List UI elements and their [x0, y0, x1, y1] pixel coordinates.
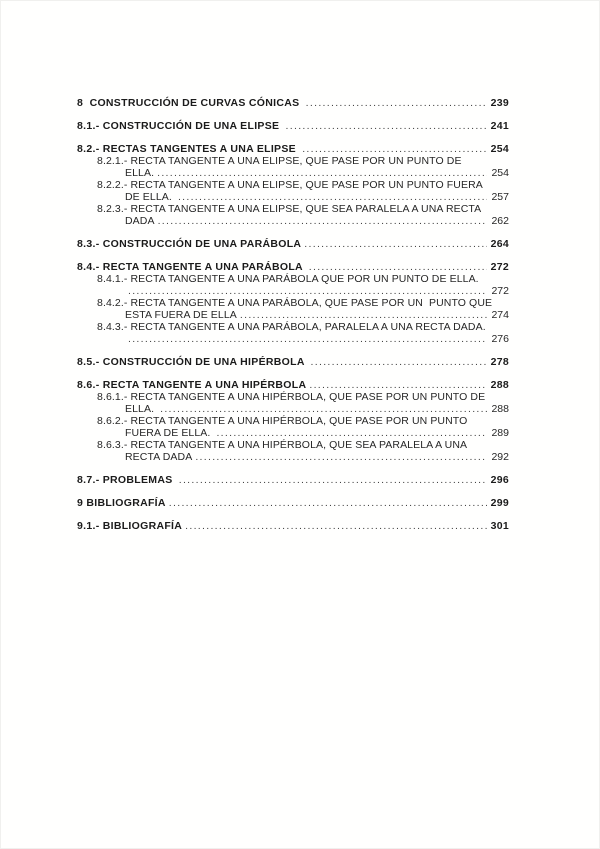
- toc-entry-line: [77, 179, 509, 191]
- toc-entry-text: RECTA DADA: [125, 451, 193, 463]
- toc-entry-line: [77, 474, 509, 486]
- page-number: 299: [490, 497, 509, 509]
- toc-entry: [77, 379, 509, 391]
- toc-entry: [77, 520, 509, 532]
- dot-leader: [195, 451, 487, 463]
- page-number: 272: [491, 285, 509, 297]
- page-number: 288: [491, 403, 509, 415]
- toc-entry-line: [77, 297, 509, 309]
- dot-leader: [179, 474, 487, 486]
- dot-leader: [304, 238, 486, 250]
- toc-entry-line: [77, 285, 509, 297]
- toc-entry-line: [77, 203, 509, 215]
- toc-entry: [77, 179, 509, 203]
- toc-entry-line: [77, 238, 509, 250]
- page-number: 289: [491, 427, 509, 439]
- toc-entry-line: [77, 191, 509, 203]
- page-number: 278: [490, 356, 509, 368]
- page-number: 272: [490, 261, 509, 273]
- dot-leader: [178, 191, 488, 203]
- toc-entry: [77, 238, 509, 250]
- toc-entry-text: 8.2.3.- RECTA TANGENTE A UNA ELIPSE, QUE SEA PARALELA A UNA RECTA: [97, 203, 482, 215]
- dot-leader: [311, 356, 487, 368]
- dot-leader: [309, 379, 486, 391]
- toc-entry-text: ESTA FUERA DE ELLA: [125, 309, 237, 321]
- toc-entry-line: [77, 215, 509, 227]
- toc-entry-line: [77, 439, 509, 451]
- toc-entry-text: 8.6.2.- RECTA TANGENTE A UNA HIPÉRBOLA, QUE PASE POR UN PUNTO: [97, 415, 468, 427]
- toc-entry-text: 8.4.1.- RECTA TANGENTE A UNA PARÁBOLA QUE POR UN PUNTO DE ELLA.: [97, 273, 479, 285]
- page-number: 296: [490, 474, 509, 486]
- toc-entry-line: [77, 143, 509, 155]
- toc-entry-line: [77, 415, 509, 427]
- page-number: 274: [491, 309, 509, 321]
- page-number: 257: [491, 191, 509, 203]
- dot-leader: [128, 285, 487, 297]
- toc-entry-line: [77, 333, 509, 345]
- toc-entry: [77, 356, 509, 368]
- page-number: 241: [490, 120, 509, 132]
- toc-entry-line: [77, 403, 509, 415]
- toc-entry-line: [77, 120, 509, 132]
- toc-entry-text: 8.1.- CONSTRUCCIÓN DE UNA ELIPSE: [77, 120, 283, 132]
- dot-leader: [160, 403, 487, 415]
- dot-leader: [185, 520, 486, 532]
- toc-entry: [77, 120, 509, 132]
- toc-entry-text: ELLA.: [125, 403, 158, 415]
- toc-entry-text: 9 BIBLIOGRAFÍA: [77, 497, 166, 509]
- toc-entry: [77, 321, 509, 345]
- toc-entry-line: [77, 309, 509, 321]
- toc-entry-text: 8.2.2.- RECTA TANGENTE A UNA ELIPSE, QUE PASE POR UN PUNTO FUERA: [97, 179, 483, 191]
- toc-entry-text: 8.7.- PROBLEMAS: [77, 474, 176, 486]
- toc-entry: [77, 474, 509, 486]
- toc-entry-text: 8.4.3.- RECTA TANGENTE A UNA PARÁBOLA, PARALELA A UNA RECTA DADA.: [97, 321, 486, 333]
- toc-entry-line: [77, 155, 509, 167]
- toc-entry-text: 9.1.- BIBLIOGRAFÍA: [77, 520, 183, 532]
- toc-entry: [77, 415, 509, 439]
- toc-entry-text: 8.4.- RECTA TANGENTE A UNA PARÁBOLA: [77, 261, 306, 273]
- dot-leader: [302, 143, 486, 155]
- toc-entry-line: [77, 427, 509, 439]
- page-number: 276: [491, 333, 509, 345]
- dot-leader: [306, 97, 487, 109]
- page-number: 292: [491, 451, 509, 463]
- toc-entry: [77, 297, 509, 321]
- toc-list: [77, 97, 509, 532]
- toc-entry: [77, 439, 509, 463]
- page-number: 254: [490, 143, 509, 155]
- toc-entry-text: 8.6.- RECTA TANGENTE A UNA HIPÉRBOLA: [77, 379, 307, 391]
- toc-entry-text: 8 CONSTRUCCIÓN DE CURVAS CÓNICAS: [77, 97, 303, 109]
- dot-leader: [157, 167, 487, 179]
- dot-leader: [240, 309, 488, 321]
- toc-entry-text: 8.6.1.- RECTA TANGENTE A UNA HIPÉRBOLA, QUE PASE POR UN PUNTO DE: [97, 391, 486, 403]
- toc-entry-text: 8.2.- RECTAS TANGENTES A UNA ELIPSE: [77, 143, 300, 155]
- dot-leader: [128, 333, 487, 345]
- toc-entry: [77, 391, 509, 415]
- toc-entry: [77, 155, 509, 179]
- toc-entry-line: [77, 379, 509, 391]
- toc-entry-text: FUERA DE ELLA.: [125, 427, 214, 439]
- toc-entry: [77, 203, 509, 227]
- toc-entry-text: 8.4.2.- RECTA TANGENTE A UNA PARÁBOLA, QUE PASE POR UN PUNTO QUE: [97, 297, 493, 309]
- page-number: 262: [491, 215, 509, 227]
- toc-entry-text: 8.3.- CONSTRUCCIÓN DE UNA PARÁBOLA: [77, 238, 302, 250]
- page-number: 288: [490, 379, 509, 391]
- toc-entry-line: [77, 261, 509, 273]
- dot-leader: [169, 497, 487, 509]
- page-number: 301: [490, 520, 509, 532]
- toc-entry: [77, 497, 509, 509]
- dot-leader: [286, 120, 487, 132]
- toc-entry-line: [77, 451, 509, 463]
- dot-leader: [216, 427, 487, 439]
- toc-entry: [77, 261, 509, 273]
- toc-entry-text: 8.5.- CONSTRUCCIÓN DE UNA HIPÉRBOLA: [77, 356, 308, 368]
- toc-entry-text: 8.6.3.- RECTA TANGENTE A UNA HIPÉRBOLA, QUE SEA PARALELA A UNA: [97, 439, 468, 451]
- toc-entry: [77, 97, 509, 109]
- page-number: 264: [490, 238, 509, 250]
- toc-entry-line: [77, 273, 509, 285]
- toc-entry-line: [77, 167, 509, 179]
- toc-entry: [77, 143, 509, 155]
- toc-entry-text: 8.2.1.- RECTA TANGENTE A UNA ELIPSE, QUE PASE POR UN PUNTO DE: [97, 155, 462, 167]
- dot-leader: [158, 215, 488, 227]
- toc-entry: [77, 273, 509, 297]
- toc-entry-text: ELLA.: [125, 167, 155, 179]
- toc-entry-line: [77, 391, 509, 403]
- toc-entry-line: [77, 356, 509, 368]
- toc-entry-line: [77, 321, 509, 333]
- toc-entry-line: [77, 520, 509, 532]
- toc-entry-line: [77, 97, 509, 109]
- page-number: 239: [490, 97, 509, 109]
- toc-entry-line: [77, 497, 509, 509]
- toc-entry-text: DADA: [125, 215, 155, 227]
- dot-leader: [309, 261, 487, 273]
- toc-entry-text: DE ELLA.: [125, 191, 175, 203]
- page-number: 254: [491, 167, 509, 179]
